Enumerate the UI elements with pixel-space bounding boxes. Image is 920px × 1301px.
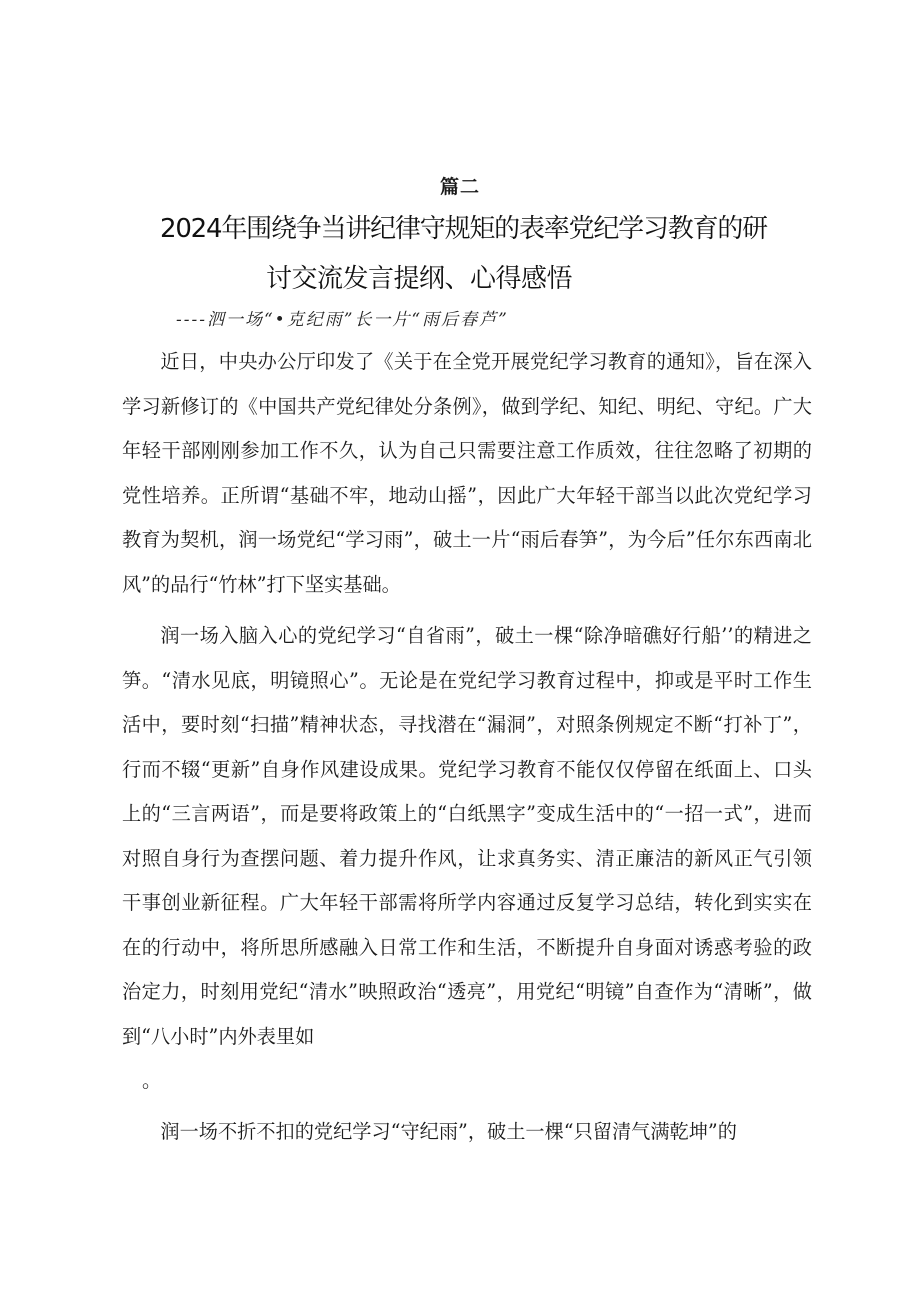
body-paragraph-1: 近日，中央办公厅印发了《关于在全党开展党纪学习教育的通知》，旨在深入学习新修订的《中国共产党纪律处分条例》，做到学纪、知纪、明纪、守纪。广大年轻干部刚刚参加工作不久，认为自己只需要注意工作质效，往往忽略了初期的党性培养。正所谓“基础不牢，地动山摇”，因此广大年轻干部当以此次党纪学习教育为契机，润一场党纪“学习雨”，破土一片“雨后春笋”，为今后”任尔东西南北风”的品行“竹林”打下坚实基础。 (122, 350, 812, 596)
body-paragraph-2-end: 。 (142, 1069, 162, 1092)
document-body (122, 340, 812, 1155)
document-title (160, 204, 840, 304)
title-line-1: 2024年围绕争当讲纪律守规矩的表率党纪学习教育的研 (160, 214, 767, 244)
section-label: 篇二 (439, 176, 480, 198)
title-line-2: 讨交流发言提纲、心得感悟 (266, 264, 573, 294)
body-paragraph-3: 润一场不折不扣的党纪学习“守纪雨”，破土一棵“只留清气满乾坤”的 (160, 1120, 737, 1143)
body-paragraph-2: 润一场入脑入心的党纪学习“自省雨”，破土一棵“除净暗礁好行船’’的精进之笋。“清水见底，明镜照心”。无论是在党纪学习教育过程中，抑或是平时工作生活中，要时刻“扫描”精神状态，寻找潜在“漏洞”，对照条例规定不断“打补丁”，行而不辍“更新”自身作风建设成果。党纪学习教育不能仅仅停留在纸面上、口头上的“三言两语”，而是要将政策上的“白纸黑字”变成生活中的“一招一式”，进而对照自身行为查摆问题、着力提升作风，让求真务实、清正廉洁的新风正气引领干事创业新征程。广大年轻干部需将所学内容通过反复学习总结，转化到实实在在的行动中，将所思所感融入日常工作和生活，不断提升自身面对诱惑考验的政治定力，时刻用党纪“清水”映照政治“透亮”，用党纪“明镜”自查作为“清晰”，做到“八小时”内外表里如 (122, 624, 812, 1048)
document-subtitle: ----泗一场“•克纪雨”长一片“雨后春芦” (176, 310, 509, 330)
